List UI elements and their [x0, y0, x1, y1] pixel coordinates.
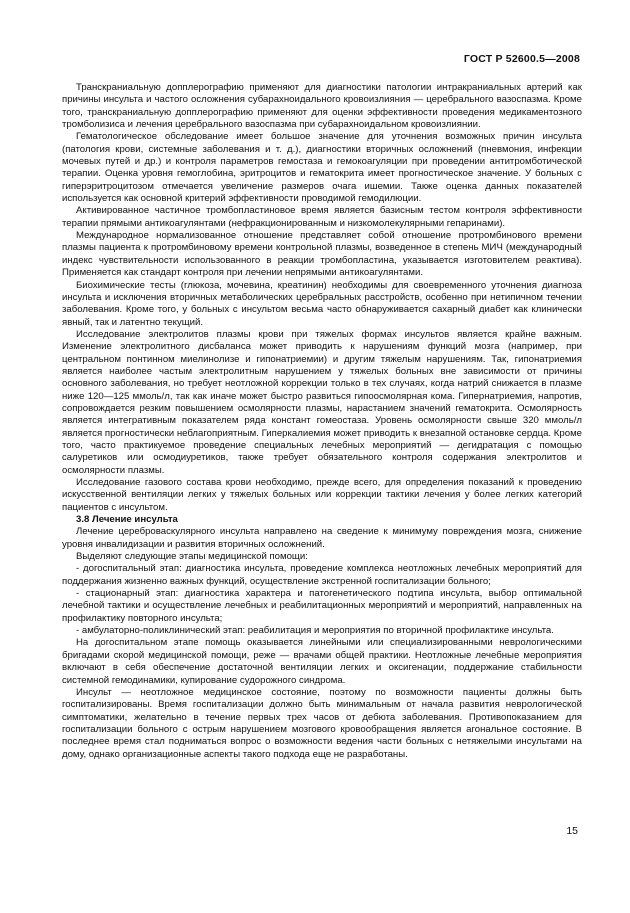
section-heading: 3.8 Лечение инсульта [76, 514, 178, 526]
paragraph-hematology: Гематологическое обследование имеет большое значение для уточнения возможных причин инсульта (патология крови, системные заболевания и т. д.), диагностики вторичных осложнений (пневмония, инфекции мочевых путей и др.) и контроля параметров гемостаза и гемокоагуляции при проведении антитромботической терапии. Оценка уровня гемоглобина, эритроцитов и гематокрита имеет прогностическое значение. У больных с гиперэритроцитозом отмечается увеличение размеров очага ишемии. Также оценка данных показателей используется как основной критерий эффективности проводимой гемодилюции. [62, 131, 582, 205]
paragraph-blood-gas: Исследование газового состава крови необходимо, прежде всего, для определения показаний к проведению искусственной вентиляции легких у тяжелых больных или коррекции тактики лечения у более легких категорий пациентов с инсультом. [62, 477, 582, 513]
list-item-inpatient: - стационарный этап: диагностика характера и патогенетического подтипа инсульта, выбор оптимальной лечебной тактики и осуществление лечебных и реабилитационных мероприятий и мероприятий, направленных на профилактику повторного инсульта; [62, 588, 582, 624]
document-body [62, 82, 582, 761]
list-item-prehospital: - догоспитальный этап: диагностика инсульта, проведение комплекса неотложных лечебных мероприятий для поддержания жизненно важных функций, осуществление экстренной госпитализации больного; [62, 563, 582, 587]
document-header: ГОСТ Р 52600.5—2008 [463, 53, 580, 65]
paragraph-treatment-goal: Лечение цереброваскулярного инсульта направлено на сведение к минимуму повреждения мозга, снижение уровня инвалидизации и развития вторичных осложнений. [62, 526, 582, 550]
paragraph-tcd: Транскраниальную допплерографию применяют для диагностики патологии интракраниальных артерий как причины инсульта и частого осложнения субарахноидального кровоизлияния — церебрального вазоспазма. Кроме того, транскраниальную допплерографию применяют для оценки эффективности проведения медикаментозного тромболизиса и лечения церебрального вазоспазма при субарахноидальном кровоизлиянии. [62, 82, 582, 131]
paragraph-hospitalization: Инсульт — неотложное медицинское состояние, поэтому по возможности пациенты должны быть госпитализированы. Время госпитализации должно быть минимальным от начала развития неврологической симптоматики, желательно в течение первых трех часов от дебюта заболевания. Противопоказанием для госпитализации больного с острым нарушением мозгового кровообращения является агональное состояние. В последнее время стал подниматься вопрос о возможности ведения части больных с нетяжелыми инсультами на дому, однако организационные аспекты такого подхода еще не разработаны. [62, 686, 582, 760]
paragraph-electrolytes: Исследование электролитов плазмы крови при тяжелых формах инсультов является крайне важным. Изменение электролитного дисбаланса может приводить к нарушениям функций мозга (например, при центральном понтинном миелинолизе и гипонатриемии) и другим тяжелым нарушениям. Так, гипонатриемия является наиболее частым электролитным нарушением у тяжелых больных вне зависимости от причины основного заболевания, но требует неотложной коррекции только в тех случаях, когда натрий снижается в плазме ниже 120—125 ммоль/л, так как иначе может быстро развиться гипоосмолярная кома. Гипернатриемия, напротив, сопровождается резким повышением осмолярности плазмы, нарастанием значений гематокрита. Осмолярность является интегративным показателем ряда констант гомеостаза. Уровень осмолярности свыше 320 ммоль/л является прогностически неблагоприятным. Гиперкалиемия может приводить к внезапной остановке сердца. Кроме того, часто практикуемое проведение специальных лечебных мероприятий — дегидратация с помощью салуретиков или осмодиуретиков, также требует обязательного контроля содержания электролитов и осмолярности плазмы. [62, 328, 582, 476]
paragraph-prehospital-care: На догоспитальном этапе помощь оказывается линейными или специализированными неврологическими бригадами скорой медицинской помощи, реже — врачами общей практики. Неотложные лечебные мероприятия включают в себя обеспечение достаточной вентиляции легких и оксигенации, поддержание стабильности системной гемодинамики, купирование судорожного синдрома. [62, 637, 582, 686]
page-number: 15 [566, 825, 578, 837]
list-item-outpatient: - амбулаторно-поликлинический этап: реабилитация и мероприятия по вторичной профилактике инсульта. [76, 625, 554, 637]
paragraph-biochemistry: Биохимические тесты (глюкоза, мочевина, креатинин) необходимы для своевременного уточнения диагноза инсульта и исключения вторичных метаболических церебральных расстройств, особенно при нетипичном течении заболевания. Кроме того, у больных с инсультом весьма часто обнаруживается сахарный диабет как клинически явный, так и латентно текущий. [62, 279, 582, 328]
paragraph-aptt: Активированное частичное тромбопластиновое время является базисным тестом контроля эффективности терапии прямыми антикоагулянтами (нефракционированным и низкомолекулярными гепаринами). [62, 205, 582, 229]
paragraph-inr: Международное нормализованное отношение представляет собой отношение протромбинового времени плазмы пациента к протромбиновому времени контрольной плазмы, возведенное в степень МИЧ (международный индекс чувствительности использованного в реакции тромбопластина, указывается изготовителем реактива). Применяется как стандарт контроля при лечении непрямыми антикоагулянтами. [62, 230, 582, 279]
paragraph-stages-intro: Выделяют следующие этапы медицинской помощи: [76, 551, 308, 563]
